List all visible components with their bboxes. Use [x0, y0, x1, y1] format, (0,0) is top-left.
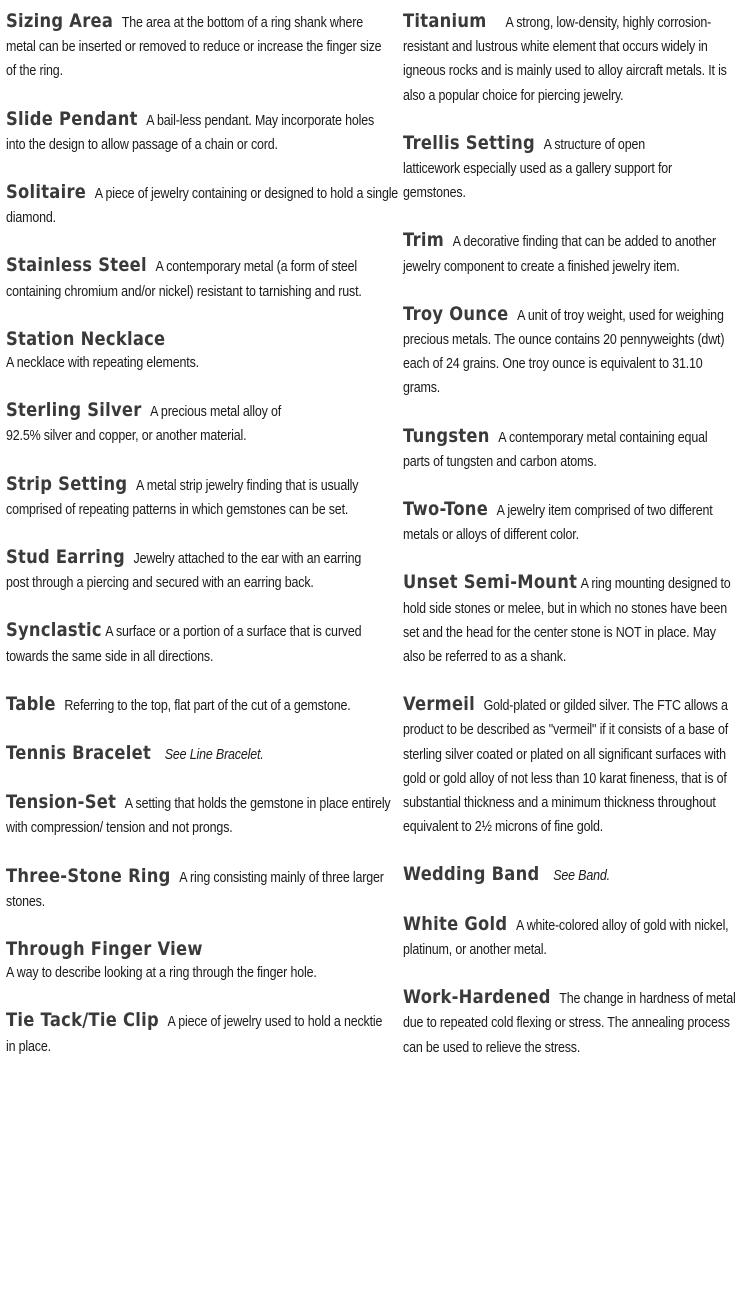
- glossary-term: White Gold: [403, 912, 508, 935]
- glossary-right-column: [400, 0, 746, 1290]
- glossary-term: Tie Tack/Tie Clip: [6, 1009, 159, 1032]
- glossary-entry: [6, 472, 385, 522]
- glossary-term: Through Finger View: [6, 938, 203, 961]
- glossary-definition: A surface or a portion of a surface that is curved towards the same side in all directions.: [6, 624, 362, 665]
- glossary-term: Synclastic: [6, 619, 102, 642]
- glossary-entry: [403, 497, 727, 547]
- glossary-entry: [6, 327, 399, 375]
- glossary-entry: [6, 937, 331, 985]
- glossary-term: Table: [6, 692, 56, 715]
- glossary-definition: A contemporary metal (a form of steel containing chromium and/or nickel) resistant to tarnishing and rust.: [6, 259, 362, 300]
- glossary-definition: A setting that holds the gemstone in place entirely with compression/ tension and not prongs.: [6, 796, 391, 837]
- glossary-term: Station Necklace: [6, 327, 166, 350]
- glossary-term: Stud Earring: [6, 546, 125, 569]
- glossary-term: Troy Ounce: [403, 302, 509, 325]
- glossary-definition: A metal strip jewelry finding that is usually comprised of repeating patterns in which gemstones can be set.: [6, 477, 359, 518]
- glossary-entry: [6, 545, 385, 595]
- glossary-definition: A bail-less pendant. May incorporate holes into the design to allow passage of a chain or cord.: [6, 112, 375, 153]
- glossary-definition: Referring to the top, flat part of the cut of a gemstone.: [64, 697, 351, 714]
- glossary-entry: [6, 1008, 392, 1058]
- glossary-definition: A piece of jewelry used to hold a necktie in place.: [6, 1014, 383, 1055]
- glossary-entry: [403, 424, 710, 474]
- glossary-entry: [403, 228, 733, 278]
- glossary-entry: [403, 9, 733, 108]
- glossary-definition: A structure of open latticework especially used as a gallery support for gemstones.: [403, 136, 673, 202]
- glossary-entry: [403, 912, 739, 962]
- glossary-definition: A necklace with repeating elements.: [6, 355, 199, 372]
- glossary-term: Vermeil: [403, 693, 476, 716]
- glossary-term: Unset Semi-Mount: [403, 571, 578, 594]
- glossary-term: Solitaire: [6, 181, 87, 204]
- glossary-term: Trellis Setting: [403, 131, 535, 154]
- glossary-entry: [6, 180, 399, 230]
- glossary-definition: A white-colored alloy of gold with nickel, platinum, or another metal.: [403, 917, 729, 958]
- glossary-definition: A contemporary metal containing equal parts of tungsten and carbon atoms.: [403, 429, 708, 470]
- glossary-entry: [403, 131, 698, 206]
- glossary-term: Sizing Area: [6, 10, 114, 32]
- glossary-entry: [403, 862, 745, 888]
- glossary-term: Tennis Bracelet: [6, 742, 152, 765]
- glossary-term: Wedding Band: [403, 863, 540, 886]
- glossary-entry: [403, 985, 739, 1060]
- glossary-definition: A precious metal alloy of 92.5% silver and copper, or another material.: [6, 404, 282, 445]
- glossary-definition: See Line Bracelet.: [164, 747, 264, 764]
- glossary-term: Three-Stone Ring: [6, 864, 171, 887]
- glossary-term: Trim: [403, 229, 445, 252]
- glossary-definition: The change in hardness of metal due to repeated cold flexing or stress. The annealing process can be used to relieve the stress.: [403, 991, 736, 1056]
- glossary-definition: The area at the bottom of a ring shank where metal can be inserted or removed to reduce or increase the finger size of the ring.: [6, 15, 382, 80]
- glossary-definition: A ring consisting mainly of three larger stones.: [6, 869, 384, 910]
- glossary-definition: Gold-plated or gilded silver. The FTC allows a product to be described as "vermeil" if it consists of a base of sterling silver coated or plated on all significant surfaces with gold or gold alloy of not less than 10 karat fineness, that is of substantial thickness and a minimum thickness throughout equivalent to 2½ microns of fine gold.: [403, 698, 729, 836]
- glossary-term: Sterling Silver: [6, 399, 142, 422]
- glossary-term: Slide Pendant: [6, 107, 138, 130]
- glossary-definition: A decorative finding that can be added to another jewelry component to create a finished jewelry item.: [403, 234, 717, 275]
- glossary-definition: A ring mounting designed to hold side stones or melee, but in which no stones have been set and the head for the center stone is NOT in place. May also be referred to as a shank.: [403, 576, 731, 666]
- glossary-definition: See Band.: [553, 868, 610, 885]
- glossary-entry: [6, 741, 399, 767]
- glossary-term: Titanium: [403, 10, 487, 32]
- glossary-term: Strip Setting: [6, 472, 128, 495]
- glossary-term: Stainless Steel: [6, 254, 147, 277]
- glossary-entry: [6, 107, 392, 157]
- glossary-entry: [6, 9, 385, 84]
- glossary-entry: [6, 790, 392, 840]
- glossary-term: Tension-Set: [6, 791, 117, 814]
- glossary-definition: Jewelry attached to the ear with an earring post through a piercing and secured with an earring back.: [6, 551, 362, 592]
- glossary-entry: [403, 692, 739, 839]
- glossary-term: Two-Tone: [403, 498, 489, 521]
- glossary-term: Work-Hardened: [403, 986, 551, 1009]
- glossary-definition: A way to describe looking at a ring through the finger hole.: [6, 965, 317, 982]
- glossary-definition: A strong, low-density, highly corrosion-resistant and lustrous white element that occurs widely in igneous rocks and is mainly used to alloy aircraft metals. It is also a popular choice for piercing jewelry.: [403, 15, 727, 104]
- glossary-entry: [403, 302, 733, 401]
- glossary-entry: [6, 692, 392, 718]
- glossary-term: Tungsten: [403, 424, 490, 447]
- glossary-definition: A unit of troy weight, used for weighing precious metals. The ounce contains 20 pennyweights (dwt) each of 24 grains. One troy ounce is equivalent to 31.10 grams.: [403, 307, 725, 397]
- glossary-entry: [6, 398, 311, 448]
- glossary-definition: A piece of jewelry containing or designed to hold a single diamond.: [6, 186, 399, 227]
- glossary-definition: A jewelry item comprised of two different metals or alloys of different color.: [403, 503, 713, 544]
- glossary-entry: [6, 618, 385, 668]
- glossary-entry: [403, 570, 739, 669]
- glossary-entry: [6, 864, 392, 914]
- glossary-entry: [6, 253, 385, 303]
